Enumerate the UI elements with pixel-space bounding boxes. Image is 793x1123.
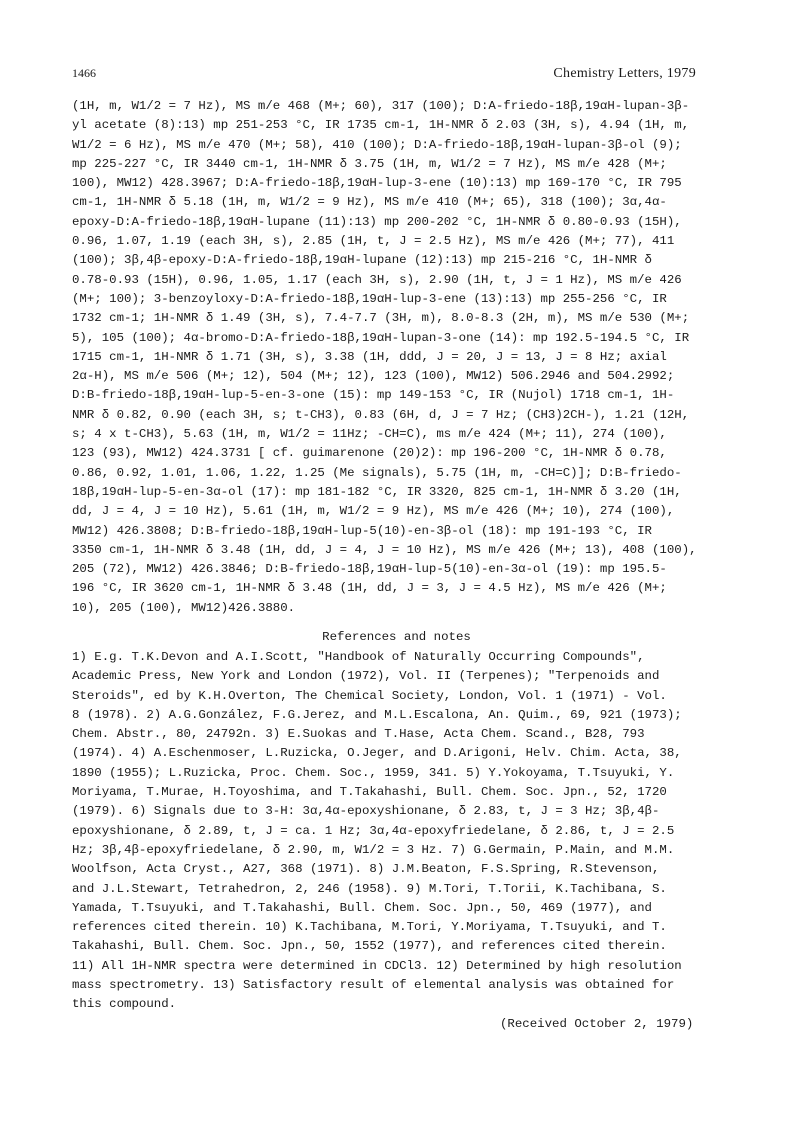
text-line: cm-1, 1H-NMR δ 5.18 (1H, m, W1/2 = 9 Hz), MS m/e 410 (M+; 65), 318 (100); 3α,4α- [72,195,667,210]
text-line: 0.78-0.93 (15H), 0.96, 1.05, 1.17 (each 3H, s), 2.90 (1H, t, J = 1 Hz), MS m/e 426 [72,272,682,287]
text-line: 196 °C, IR 3620 cm-1, 1H-NMR δ 3.48 (1H, dd, J = 3, J = 4.5 Hz), MS m/e 426 (M+; [72,581,667,596]
text-line: epoxy-D:A-friedo-18β,19αH-lupane (11):13) mp 200-202 °C, 1H-NMR δ 0.80-0.93 (15H), [72,214,682,229]
text-line: NMR δ 0.82, 0.90 (each 3H, s; t-CH3), 0.83 (6H, d, J = 7 Hz; (CH3)2CH-), 1.21 (12H, [72,407,690,422]
references-heading: References and notes [322,630,471,644]
reference-line: references cited therein. 10) K.Tachibana, M.Tori, Y.Moriyama, T.Tsuyuki, and T. [72,920,667,935]
reference-line: 8 (1978). 2) A.G.González, F.G.Jerez, and M.L.Escalona, An. Quim., 69, 921 (1973); [72,707,682,722]
reference-line: (1979). 6) Signals due to 3-H: 3α,4α-epoxyshionane, δ 2.83, t, J = 3 Hz; 3β,4β- [72,804,660,819]
reference-line: Steroids", ed by K.H.Overton, The Chemical Society, London, Vol. 1 (1971) - Vol. [72,688,667,703]
text-line: 0.96, 1.07, 1.19 (each 3H, s), 2.85 (1H, t, J = 2.5 Hz), MS m/e 426 (M+; 77), 411 [72,234,675,249]
references-paragraph [72,648,712,1015]
page-number: 1466 [72,66,96,80]
reference-line: Woolfson, Acta Cryst., A27, 368 (1971). 8) J.M.Beaton, F.S.Spring, R.Stevenson, [72,862,660,877]
text-line: 18β,19αH-lup-5-en-3α-ol (17): mp 181-182 °C, IR 3320, 825 cm-1, 1H-NMR δ 3.20 (1H, [72,484,682,499]
text-line: 10), 205 (100), MW12)426.3880. [72,600,296,615]
text-line: D:B-friedo-18β,19αH-lup-5-en-3-one (15): mp 149-153 °C, IR (Nujol) 1718 cm-1, 1H- [72,388,675,403]
text-line: (M+; 100); 3-benzoyloxy-D:A-friedo-18β,19αH-lup-3-ene (13):13) mp 255-256 °C, IR [72,291,667,306]
reference-line: Chem. Abstr., 80, 24792n. 3) E.Suokas and T.Hase, Acta Chem. Scand., B28, 793 [72,727,645,742]
text-line: 3350 cm-1, 1H-NMR δ 3.48 (1H, dd, J = 4, J = 10 Hz), MS m/e 426 (M+; 13), 408 (100), [72,542,697,557]
text-line: 205 (72), MW12) 426.3846; D:B-friedo-18β,19αH-lup-5(10)-en-3α-ol (19): mp 195.5- [72,562,667,577]
reference-line: Moriyama, T.Murae, H.Toyoshima, and T.Takahashi, Bull. Chem. Soc. Jpn., 52, 1720 [72,785,667,800]
text-line: yl acetate (8):13) mp 251-253 °C, IR 1735 cm-1, 1H-NMR δ 2.03 (3H, s), 4.94 (1H, m, [72,118,690,133]
text-line: mp 225-227 °C, IR 3440 cm-1, 1H-NMR δ 3.75 (1H, m, W1/2 = 7 Hz), MS m/e 428 (M+; [72,156,667,171]
reference-line: 11) All 1H-NMR spectra were determined in CDCl3. 12) Determined by high resolution [72,958,682,973]
journal-running-title: Chemistry Letters, 1979 [553,66,696,81]
reference-line: epoxyshionane, δ 2.89, t, J = ca. 1 Hz; 3α,4α-epoxyfriedelane, δ 2.86, t, J = 2.5 [72,823,675,838]
reference-line: 1890 (1955); L.Ruzicka, Proc. Chem. Soc., 1959, 341. 5) Y.Yokoyama, T.Tsuyuki, Y. [72,765,675,780]
text-line: W1/2 = 6 Hz), MS m/e 470 (M+; 58), 410 (100); D:A-friedo-18β,19αH-lupan-3β-ol (9); [72,137,682,152]
text-line: 5), 105 (100); 4α-bromo-D:A-friedo-18β,19αH-lupan-3-one (14): mp 192.5-194.5 °C, IR [72,330,690,345]
text-line: 2α-H), MS m/e 506 (M+; 12), 504 (M+; 12), 123 (100), MW12) 506.2946 and 504.2992; [72,369,675,384]
reference-line: and J.L.Stewart, Tetrahedron, 2, 246 (1958). 9) M.Tori, T.Torii, K.Tachibana, S. [72,881,667,896]
text-line: (100); 3β,4β-epoxy-D:A-friedo-18β,19αH-lupane (12):13) mp 215-216 °C, 1H-NMR δ [72,253,652,268]
reference-line: (1974). 4) A.Eschenmoser, L.Ruzicka, O.Jeger, and D.Arigoni, Helv. Chim. Acta, 38, [72,746,682,761]
reference-line: Hz; 3β,4β-epoxyfriedelane, δ 2.90, m, W1/2 = 3 Hz. 7) G.Germain, P.Main, and M.M. [72,842,675,857]
text-line: (1H, m, W1/2 = 7 Hz), MS m/e 468 (M+; 60), 317 (100); D:A-friedo-18β,19αH-lupan-3β- [72,99,690,113]
reference-line: this compound. [72,997,177,1012]
received-date: (Received October 2, 1979) [500,1017,694,1031]
reference-line: mass spectrometry. 13) Satisfactory result of elemental analysis was obtained for [72,978,675,993]
page-header [72,66,696,86]
text-line: 123 (93), MW12) 424.3731 [ cf. guimarenone (20)2): mp 196-200 °C, 1H-NMR δ 0.78, [72,446,667,461]
text-line: 1715 cm-1, 1H-NMR δ 1.71 (3H, s), 3.38 (1H, ddd, J = 20, J = 13, J = 8 Hz; axial [72,349,667,364]
compound-data-paragraph [72,97,712,618]
reference-line: 1) E.g. T.K.Devon and A.I.Scott, "Handbook of Naturally Occurring Compounds", [72,650,645,664]
text-line: 100), MW12) 428.3967; D:A-friedo-18β,19αH-lup-3-ene (10):13) mp 169-170 °C, IR 795 [72,176,682,191]
text-line: 0.86, 0.92, 1.01, 1.06, 1.22, 1.25 (Me signals), 5.75 (1H, m, -CH=C)]; D:B-friedo- [72,465,682,480]
reference-line: Academic Press, New York and London (1972), Vol. II (Terpenes); "Terpenoids and [72,669,660,684]
text-line: s; 4 x t-CH3), 5.63 (1H, m, W1/2 = 11Hz; -CH=C), ms m/e 424 (M+; 11), 274 (100), [72,427,667,442]
text-line: MW12) 426.3808; D:B-friedo-18β,19αH-lup-5(10)-en-3β-ol (18): mp 191-193 °C, IR [72,523,652,538]
text-line: 1732 cm-1; 1H-NMR δ 1.49 (3H, s), 7.4-7.7 (3H, m), 8.0-8.3 (2H, m), MS m/e 530 (M+; [72,311,690,326]
text-line: dd, J = 4, J = 10 Hz), 5.61 (1H, m, W1/2 = 9 Hz), MS m/e 426 (M+; 10), 274 (100), [72,504,675,519]
reference-line: Yamada, T.Tsuyuki, and T.Takahashi, Bull. Chem. Soc. Jpn., 50, 469 (1977), and [72,900,652,915]
reference-line: Takahashi, Bull. Chem. Soc. Jpn., 50, 1552 (1977), and references cited therein. [72,939,667,954]
